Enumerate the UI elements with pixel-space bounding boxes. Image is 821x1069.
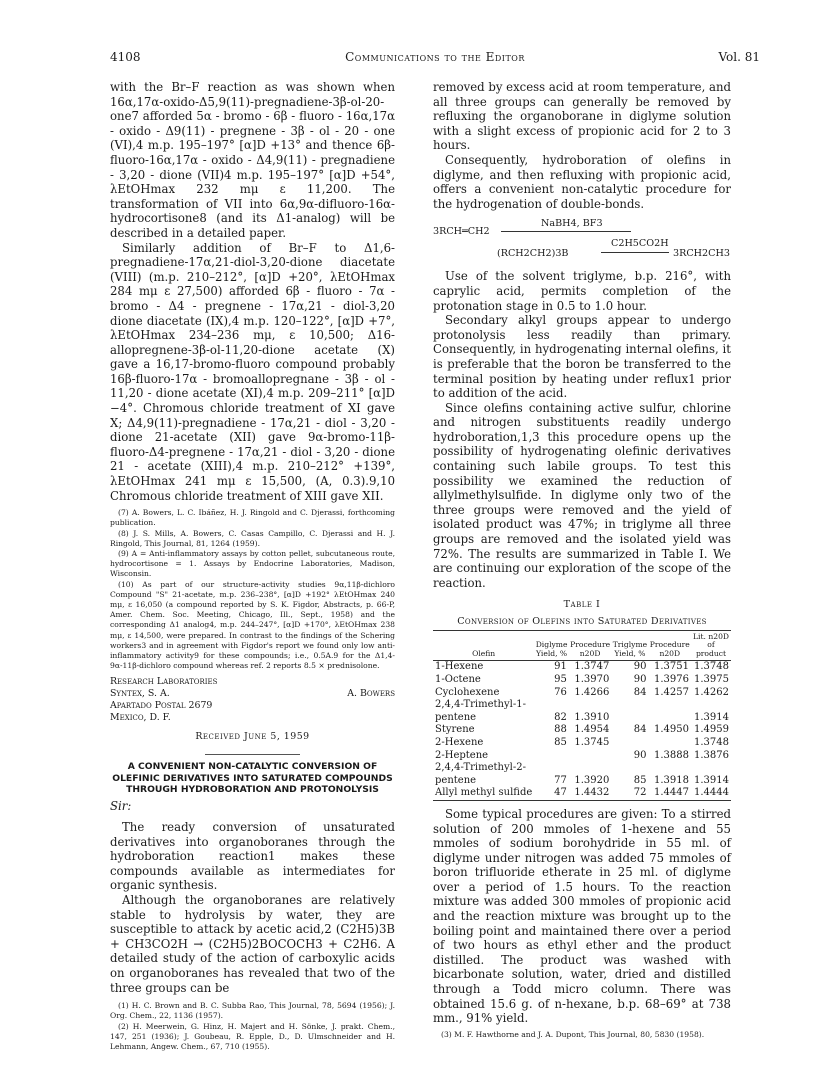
olefin-cell: 2,4,4-Trimethyl-1- <box>435 699 526 711</box>
results-table <box>433 630 731 801</box>
value-cell <box>611 737 648 750</box>
value-cell: 84 <box>633 724 647 736</box>
body-paragraph: Use of the solvent triglyme, b.p. 216°, with caprylic acid, permits completion of the protonation stage in 0.5 to 1.0 hour. <box>433 269 731 313</box>
body-paragraph: Similarly addition of Br–F to Δ1,6-pregnadiene-17α,21-diol-3,20-dione diacetate (VIII) (m.p. 210–212°, [α]D +20°, λEtOHmax 284 mμ ε 27,500) afforded 6β - fluoro - 7α - bromo - Δ4 - pregnene - 17α,21 - diol-3,20 dione diacetate (IX),4 m.p. 120–122°, [α]D +7°, λEtOHmax 234–236 mμ, ε 10,500; Δ16-allopregnene-3β-ol-11,20-dione acetate (X) gave a 16,17-bromo-fluoro compound probably 16β-fluoro-17α - bromoallopregnane - 3β - ol - 11,20 - dione acetate (XI),4 m.p. 209–211° [α]D −4°. Chromous chloride treatment of XI gave X; Δ4,9(11)-pregnadiene - 17α,21 - diol - 3,20 - dione 21-acetate (XII) gave 9α-bromo-11β-fluoro-Δ4-pregnene - 17α,21 - diol - 3,20 - dione 21 - acetate (XIII),4 m.p. 210–212° +139°, λEtOHmax 241 mμ ε 15,500, (A, 0.3).9,10 Chromous chloride treatment of XIII gave XII. <box>110 240 395 503</box>
value-cell: 1.3745 <box>574 736 610 748</box>
body-paragraph: Although the organoboranes are relatively stable to hydrolysis by water, they are susceptible to attack by acetic acid,2 (C2H5)3B + CH3CO2H → (C2H5)2BOCOCH3 + C2H6. A detailed study of the action of carboxylic acids on organoboranes has revealed that two of the three groups can be <box>110 893 395 995</box>
table-row <box>433 674 731 687</box>
value-cell <box>611 712 648 725</box>
address-po: Apartado Postal 2679 <box>110 700 213 712</box>
value-cell: 1.3918 <box>654 774 689 786</box>
reagent-label: C2H5CO2H <box>611 238 669 250</box>
olefin-cell: Cyclohexene <box>435 686 500 698</box>
olefin-cell: pentene <box>435 711 477 723</box>
value-cell: 1.3910 <box>574 711 610 723</box>
column-header: Triglyme Yield, % <box>611 630 648 661</box>
value-cell: 1.4444 <box>691 787 731 800</box>
olefin-cell: 2-Hexene <box>435 736 484 748</box>
reaction-arrow <box>601 252 669 253</box>
olefin-cell: Allyl methyl sulfide <box>433 787 534 800</box>
value-cell <box>534 762 569 775</box>
table-row <box>433 661 731 674</box>
table-row <box>433 762 731 775</box>
value-cell: 1.3747 <box>574 661 610 673</box>
article-title: A CONVENIENT NON-CATALYTIC CONVERSION OF OLEFINIC DERIVATIVES INTO SATURATED COMPOUNDS THROUGH HYDROBORATION AND PROTONOLYSIS <box>112 761 393 796</box>
table-title: Conversion of Olefins into Saturated Derivatives <box>457 616 707 627</box>
olefin-cell: pentene <box>435 774 477 786</box>
reaction-scheme <box>433 215 731 263</box>
value-cell: 1.4432 <box>569 787 611 800</box>
value-cell: 1.4266 <box>574 686 610 698</box>
address-city: Mexico, D. F. <box>110 711 171 723</box>
value-cell <box>649 712 691 725</box>
page-number: 4108 <box>110 50 141 64</box>
olefin-cell: 2,4,4-Trimethyl-2- <box>435 762 526 774</box>
value-cell: 90 <box>633 749 647 761</box>
table-row <box>433 687 731 700</box>
value-cell: 1.4447 <box>649 787 691 800</box>
product: 3RCH2CH3 <box>673 248 730 260</box>
value-cell: 1.4959 <box>694 724 729 736</box>
right-column <box>433 80 731 1040</box>
value-cell: 1.3976 <box>654 673 689 685</box>
table-row <box>433 775 731 788</box>
footnote-9: (9) A = Anti-inflammatory assays by cotton pellet, subcutaneous route, hydrocortisone = 1. Assays by Endocrine Laboratories, Madison, Wisconsin. <box>110 549 395 579</box>
footnote-8: (8) J. S. Mills, A. Bowers, C. Casas Campillo, C. Djerassi and H. J. Ringold, This Journal, 81, 1264 (1959). <box>110 528 395 548</box>
column-header: Olefin <box>433 630 534 661</box>
value-cell: 85 <box>633 774 647 786</box>
value-cell: 1.3970 <box>574 673 610 685</box>
value-cell: 1.3914 <box>694 774 729 786</box>
body-paragraph: Since olefins containing active sulfur, chlorine and nitrogen substituents readily undergo hydroboration,1,3 this procedure opens up the possibility of hydrogenating olefinic derivatives containing such labile groups. To test this possibility we examined the reduction of allylmethylsulfide. In diglyme only two of the three groups were removed and the yield of isolated product was 47%; in triglyme all three groups are removed and the isolated yield was 72%. The results are summarized in Table I. We are continuing our exploration of the scope of the reaction. <box>433 400 731 590</box>
value-cell: 88 <box>554 724 567 736</box>
value-cell: 84 <box>633 686 647 698</box>
value-cell <box>649 699 691 712</box>
value-cell <box>691 699 731 712</box>
value-cell <box>691 762 731 775</box>
table-row <box>433 724 731 737</box>
body-paragraph: Some typical procedures are given: To a stirred solution of 200 mmoles of 1-hexene and 55 mmoles of sodium borohydride in 55 ml. of diglyme under nitrogen was added 75 mmoles of boron trifluoride etherate in 25 ml. of diglyme over a period of 1.5 hours. To the reaction mixture was added 300 mmoles of propionic acid and the reaction mixture was brought up to the boiling point and maintained there over a period of two hours as ethyl ether and the product distilled. The product was washed with bicarbonate solution, water, dried and distilled through a Todd micro column. There was obtained 15.6 g. of n-hexane, b.p. 68–69° at 738 mm., 91% yield. <box>433 806 731 1026</box>
value-cell: 1.3876 <box>694 749 729 761</box>
value-cell: 1.4954 <box>574 724 610 736</box>
value-cell <box>611 699 648 712</box>
volume-label: Vol. 81 <box>718 50 760 64</box>
table-row <box>433 737 731 750</box>
footnote-7: (7) A. Bowers, L. C. Ibáñez, H. J. Ringold and C. Djerassi, forthcoming publication. <box>110 508 395 528</box>
received-date: Received June 5, 1959 <box>195 730 310 742</box>
table-row <box>433 699 731 712</box>
value-cell: 1.4257 <box>654 686 689 698</box>
footnote-2: (2) H. Meerwein, G. Hinz, H. Majert and H. Sönke, J. prakt. Chem., 147, 251 (1936); J. Goubeau, R. Epple, D., D. Ulmschneider and H. Lehmann, Angew. Chem., 67, 710 (1955). <box>110 1021 395 1051</box>
body-paragraph: Secondary alkyl groups appear to undergo protonolysis less readily than primary. Consequently, in hydrogenating internal olefins, it is preferable that the boron be transferred to the terminal position by heating under reflux1 prior to addition of the acid. <box>433 313 731 401</box>
left-column <box>110 80 395 1052</box>
value-cell: 1.3975 <box>694 673 729 685</box>
divider <box>205 754 300 755</box>
value-cell: 91 <box>554 661 567 673</box>
reactant: 3RCH═CH2 <box>433 226 490 238</box>
value-cell: 1.3920 <box>574 774 610 786</box>
column-header: Lit. n20D of product <box>691 630 731 661</box>
footnote-3: (3) M. F. Hawthorne and J. A. Dupont, This Journal, 80, 5830 (1958). <box>441 1029 705 1039</box>
value-cell: 72 <box>611 787 648 800</box>
olefin-cell: 2-Heptene <box>435 749 489 761</box>
value-cell: 1.3748 <box>694 661 729 673</box>
footnote-10: (10) As part of our structure-activity studies 9α,11β-dichloro Compound "S" 21-acetate, m.p. 236–238°, [α]D +192° λEtOHmax 240 mμ, ε 16,050 (a compound reported by S. K. Figdor, Abstracts, p. 66-P, Amer. Chem. Soc. Meeting, Chicago, Ill., Sept., 1958) and the corresponding Δ1 analog4, m.p. 244–247°, [α]D +170°, λEtOHmax 238 mμ, ε 14,500, were prepared. In contrast to the findings of the Schering workers3 and in agreement with Figdor's report we found only low anti-inflammatory activity9 for these compounds; i.e., 0.5A.9 for the Δ1,4-9α-11β-dichloro compound whereas ref. 2 reports 8.5 × prednisolone. <box>110 579 395 671</box>
reaction-arrow <box>501 231 631 232</box>
body-paragraph: removed by excess acid at room temperature, and all three groups can generally be removed by refluxing the organoborane in diglyme solution with a slight excess of propionic acid for 2 to 3 hours. <box>433 80 731 153</box>
value-cell: 47 <box>534 787 569 800</box>
table-row <box>433 787 731 800</box>
value-cell: 1.4262 <box>694 686 729 698</box>
reagent-label: NaBH4, BF3 <box>541 218 603 230</box>
address-company: Syntex, S. A. <box>110 688 170 700</box>
intermediate: (RCH2CH2)3B <box>497 248 569 260</box>
table-row <box>433 712 731 725</box>
value-cell <box>649 762 691 775</box>
value-cell: 85 <box>554 736 567 748</box>
value-cell: 1.3888 <box>654 749 689 761</box>
running-title: Communications to the Editor <box>345 50 525 64</box>
address-lab: Research Laboratories <box>110 676 218 688</box>
value-cell: 1.3914 <box>694 711 729 723</box>
body-paragraph: with the Br–F reaction as was shown when 16α,17α-oxido-Δ5,9(11)-pregnadiene-3β-ol-20-one7 afforded 5α - bromo - 6β - fluoro - 16α,17α - oxido - Δ9(11) - pregnene - 3β - ol - 20 - one (VI),4 m.p. 195–197° [α]D +13° and thence 6β-fluoro-16α,17α - oxido - Δ4,9(11) - pregnadiene - 3,20 - dione (VII)4 m.p. 195–197° [α]D +54°, λEtOHmax 232 mμ ε 11,200. The transformation of VII into 6α,9α-difluoro-16α-hydrocortisone8 (and its Δ1-analog) will be described in a detailed paper. <box>110 80 395 240</box>
body-paragraph: Consequently, hydroboration of olefins in diglyme, and then refluxing with propionic acid, offers a convenient non-catalytic procedure for the hydrogenation of double-bonds. <box>433 152 731 211</box>
table-row <box>433 750 731 763</box>
column-header: Procedure n20D <box>569 630 611 661</box>
salutation: Sir: <box>110 799 132 814</box>
value-cell <box>569 762 611 775</box>
value-cell: 95 <box>554 673 567 685</box>
table-body <box>433 661 731 801</box>
table-header-row <box>433 630 731 661</box>
olefin-cell: 1-Octene <box>435 673 481 685</box>
value-cell: 77 <box>554 774 567 786</box>
value-cell: 76 <box>554 686 567 698</box>
footnote-1: (1) H. C. Brown and B. C. Subba Rao, This Journal, 78, 5694 (1956); J. Org. Chem., 22, 1136 (1957). <box>110 1001 395 1021</box>
column-header: Diglyme Yield, % <box>534 630 569 661</box>
value-cell <box>534 750 569 763</box>
value-cell <box>569 699 611 712</box>
value-cell: 1.3748 <box>694 736 729 748</box>
olefin-cell: 1-Hexene <box>435 661 484 673</box>
column-header: Procedure n20D <box>649 630 691 661</box>
value-cell: 90 <box>633 661 647 673</box>
value-cell <box>534 699 569 712</box>
body-paragraph: The ready conversion of unsaturated derivatives into organoboranes through the hydroboration reaction1 makes these compounds available as intermediates for organic synthesis. <box>110 820 395 893</box>
value-cell: 1.4950 <box>654 724 689 736</box>
value-cell <box>569 750 611 763</box>
value-cell <box>649 737 691 750</box>
page-header <box>110 50 760 66</box>
value-cell: 90 <box>633 673 647 685</box>
olefin-cell: Styrene <box>435 724 475 736</box>
table-caption: Table I <box>563 599 601 611</box>
value-cell <box>611 762 648 775</box>
author-name: A. Bowers <box>347 688 395 700</box>
value-cell: 82 <box>554 711 567 723</box>
author-address <box>110 676 395 723</box>
value-cell: 1.3751 <box>654 661 689 673</box>
